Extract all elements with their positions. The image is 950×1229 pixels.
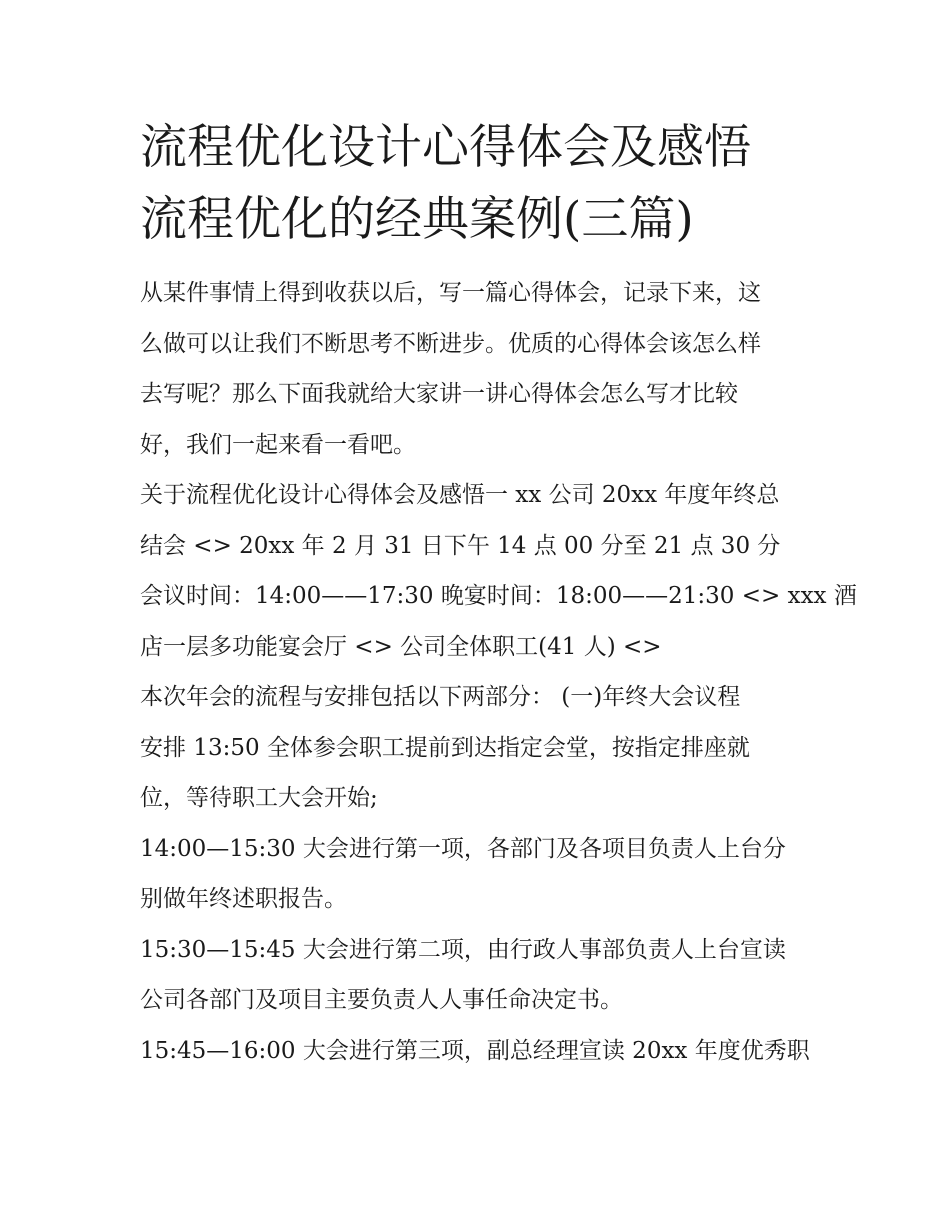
title-line-2: 流程优化的经典案例(三篇) [140, 192, 694, 247]
text-line: 店一层多功能宴会厅 <> 公司全体职工(41 人) <> [140, 633, 662, 660]
text-line: 结会 <> 20xx 年 2 月 31 日下午 14 点 00 分至 21 点 30 分 [140, 532, 781, 559]
text-line: 本次年会的流程与安排包括以下两部分： (一)年终大会议程 [140, 684, 741, 710]
text-line: 安排 13:50 全体参会职工提前到达指定会堂，按指定排座就 [140, 734, 750, 761]
text-line: 14:00—15:30 大会进行第一项，各部门及各项目负责人上台分 [140, 835, 786, 862]
text-line: 公司各部门及项目主要负责人人事任命决定书。 [140, 987, 623, 1013]
paragraph-intro [140, 268, 815, 470]
document-content [140, 112, 857, 1076]
text-line: 关于流程优化设计心得体会及感悟一 xx 公司 20xx 年度年终总 [140, 482, 780, 508]
text-line: 去写呢？那么下面我就给大家讲一讲心得体会怎么写才比较 [140, 381, 738, 407]
text-line: 15:45—16:00 大会进行第三项，副总经理宣读 20xx 年度优秀职 [140, 1037, 810, 1064]
paragraph-meeting-info [140, 470, 815, 571]
document-title [140, 112, 815, 256]
paragraph-agenda-intro [140, 672, 815, 824]
text-line: 别做年终述职报告。 [140, 886, 347, 912]
text-line: 15:30—15:45 大会进行第二项，由行政人事部负责人上台宣读 [140, 936, 786, 963]
paragraph-meeting-time [140, 571, 857, 672]
text-line: 好，我们一起来看一看吧。 [140, 431, 416, 458]
text-line: 会议时间：14:00——17:30 晚宴时间：18:00——21:30 <> xxx 酒 [140, 583, 857, 609]
text-line: 从某件事情上得到收获以后，写一篇心得体会，记录下来，这 [140, 280, 761, 306]
paragraph-agenda-item-2 [140, 925, 815, 1026]
text-line: 么做可以让我们不断思考不断进步。优质的心得体会该怎么样 [140, 330, 761, 357]
text-line: 位，等待职工大会开始; [140, 785, 378, 811]
paragraph-agenda-item-3 [140, 1026, 815, 1077]
title-line-1: 流程优化设计心得体会及感悟 [140, 120, 751, 175]
paragraph-agenda-item-1 [140, 824, 815, 925]
